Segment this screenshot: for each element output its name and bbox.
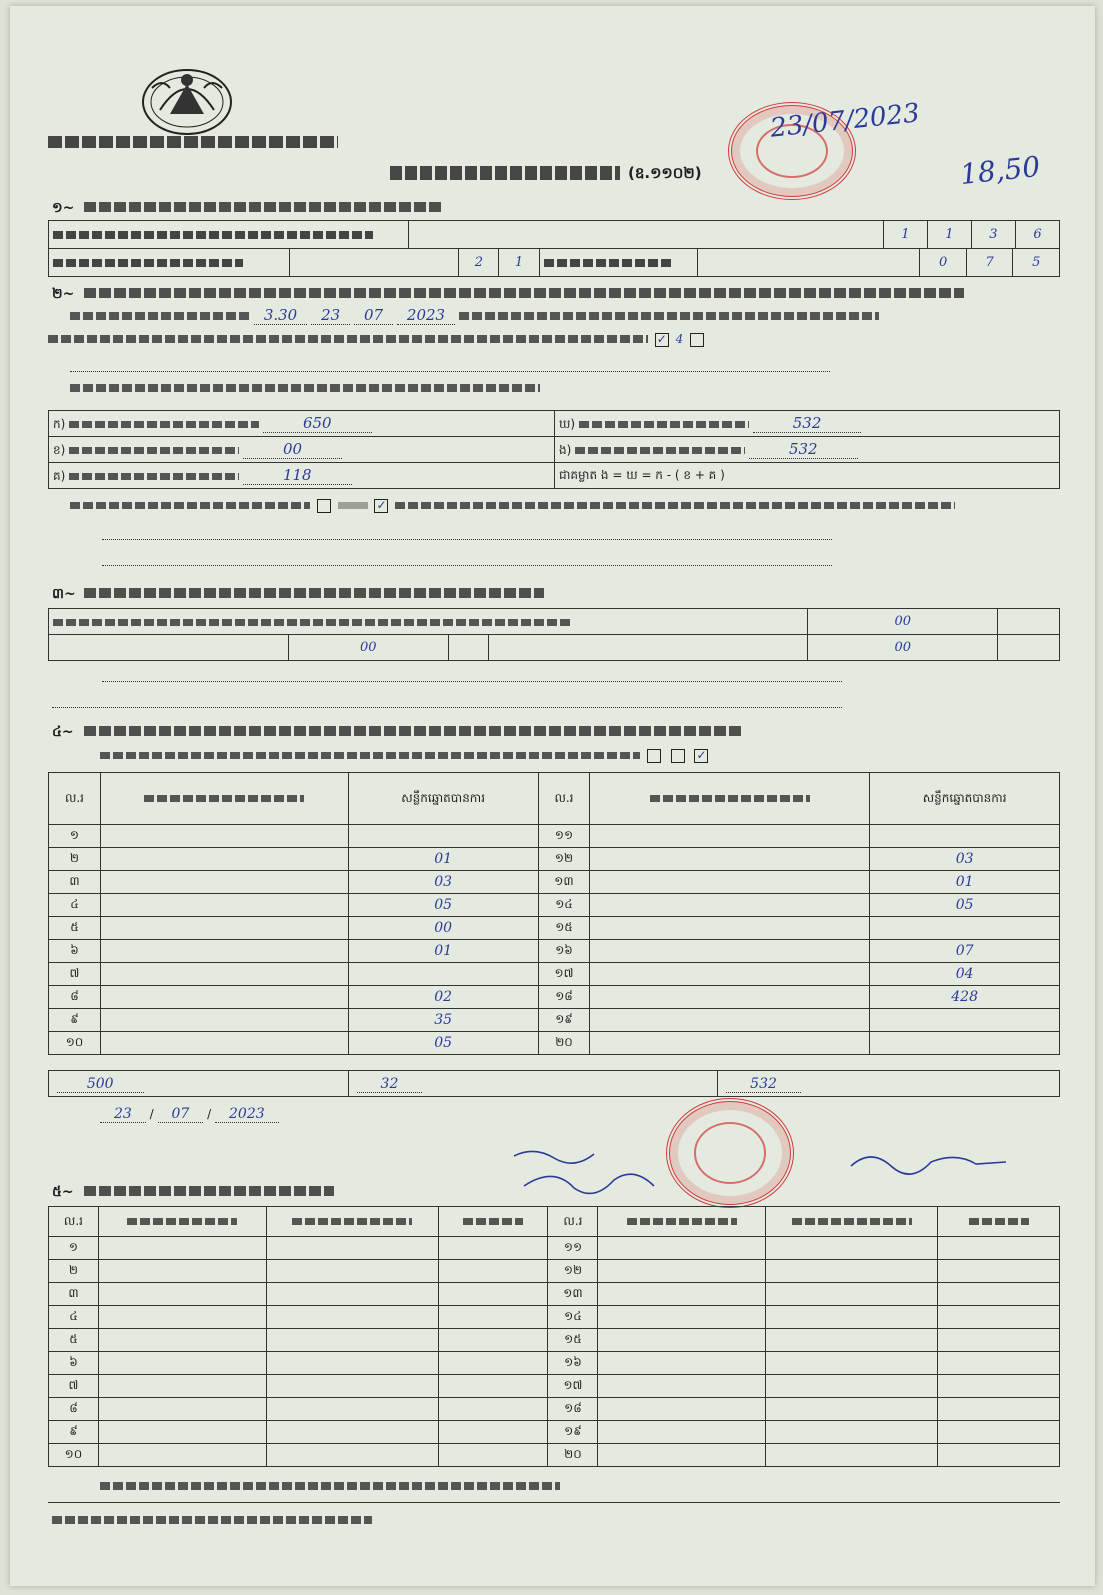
complaints-total: 00 (808, 609, 998, 635)
witness-row-no: ១០ (49, 1444, 99, 1467)
election-committee-logo (140, 58, 234, 136)
ballots-unused: 118 (243, 466, 352, 485)
witness-row-no: ១២ (548, 1260, 598, 1283)
party-votes: 01 (348, 848, 538, 871)
chair-signature (504, 1146, 704, 1206)
ballots-received: 650 (263, 414, 372, 433)
witness-name (98, 1283, 266, 1306)
table-row (49, 894, 1060, 917)
note-line-5 (52, 696, 842, 708)
witness-row-no: ១៨ (548, 1398, 598, 1421)
witness-signature (938, 1306, 1060, 1329)
party-name (590, 871, 870, 894)
party-votes (348, 825, 538, 848)
signing-date-line: 23 / 07 / 2023 (100, 1106, 279, 1122)
table-row (49, 1032, 1060, 1055)
committee-name-line (48, 136, 338, 148)
party-row-no: ១៥ (538, 917, 590, 940)
section3-number: ៣~ (52, 586, 76, 602)
ballots-spoiled: 00 (243, 440, 342, 459)
party-row-no: ១៤ (538, 894, 590, 917)
party-votes: 00 (348, 917, 538, 940)
witness-signature (938, 1375, 1060, 1398)
table-row (49, 1009, 1060, 1032)
footer-note (100, 1482, 560, 1490)
witness-row-no: ១៤ (548, 1306, 598, 1329)
witness-name (98, 1375, 266, 1398)
witness-party (766, 1306, 938, 1329)
secretary-signature (846, 1142, 1016, 1178)
section2-number: ២~ (52, 286, 75, 302)
witness-row-no: ៨ (49, 1398, 99, 1421)
table-row (49, 1375, 1060, 1398)
party-name (590, 940, 870, 963)
witness-row-no: ៩ (49, 1421, 99, 1444)
complaints-resolved: 00 (288, 635, 448, 661)
col-votes-left: សន្លឹកឆ្នោតបានការ (348, 773, 538, 825)
witness-party (766, 1260, 938, 1283)
party-name (590, 848, 870, 871)
commune-code-2: 7 (966, 249, 1013, 277)
witness-name (98, 1329, 266, 1352)
commune-code-1: 0 (920, 249, 967, 277)
counting-year: 2023 (397, 306, 455, 325)
party-name (590, 1032, 870, 1055)
witness-row-no: ១៦ (548, 1352, 598, 1375)
witness-name (598, 1352, 766, 1375)
counting-time: 3.30 (254, 306, 307, 325)
party-row-no: ១៨ (538, 986, 590, 1009)
total-invalid-votes: 32 (357, 1076, 423, 1093)
difference-no-checkbox[interactable] (374, 499, 388, 513)
party-votes: 05 (348, 894, 538, 917)
party-name (100, 1009, 348, 1032)
counting-month: 07 (354, 306, 393, 325)
row-label-a: ក) (53, 416, 66, 431)
party-row-no: ៧ (49, 963, 101, 986)
witness-signature (438, 1283, 548, 1306)
party-votes: 01 (870, 871, 1060, 894)
party-row-no: ៨ (49, 986, 101, 1009)
party-votes: 01 (348, 940, 538, 963)
witness-party (266, 1283, 438, 1306)
complaints-table (48, 608, 1060, 661)
note-line-1 (70, 358, 830, 372)
ballot-count-table (48, 410, 1060, 489)
seals-broken-checkbox[interactable] (690, 333, 704, 347)
table-row (49, 1283, 1060, 1306)
witness-signature (938, 1260, 1060, 1283)
witness-row-no: ១៣ (548, 1283, 598, 1306)
witness-col-name-left (98, 1207, 266, 1237)
commune-code-3: 5 (1013, 249, 1060, 277)
witness-signature (438, 1421, 548, 1444)
party-row-no: ១២ (538, 848, 590, 871)
note-line-3 (102, 554, 832, 566)
party-row-no: ១១ (538, 825, 590, 848)
witness-col-party-left (266, 1207, 438, 1237)
section1-title (84, 202, 444, 212)
table-row (49, 986, 1060, 1009)
party-name (590, 1009, 870, 1032)
party-row-no: ៣ (49, 871, 101, 894)
witness-signature (938, 1444, 1060, 1467)
witness-party (266, 1329, 438, 1352)
witness-party (766, 1444, 938, 1467)
party-name (590, 986, 870, 1009)
party-name (590, 917, 870, 940)
form-footer (52, 1516, 372, 1524)
table-row (49, 917, 1060, 940)
witness-signature (938, 1329, 1060, 1352)
witness-col-name-right (598, 1207, 766, 1237)
witness-signature (938, 1237, 1060, 1260)
col-party-right (590, 773, 870, 825)
witness-party (766, 1329, 938, 1352)
note-line-4 (102, 670, 842, 682)
witness-name (598, 1398, 766, 1421)
form-page (10, 6, 1095, 1586)
party-name (100, 894, 348, 917)
witness-col-party-right (766, 1207, 938, 1237)
section1-number: ១~ (52, 200, 75, 216)
witness-party (266, 1260, 438, 1283)
witness-row-no: ១៩ (548, 1421, 598, 1444)
party-name (100, 940, 348, 963)
witness-signature (438, 1306, 548, 1329)
party-votes (348, 963, 538, 986)
witness-signature (438, 1260, 548, 1283)
counting-day: 23 (311, 306, 350, 325)
witness-name (598, 1329, 766, 1352)
party-name (590, 963, 870, 986)
form-title (390, 166, 620, 180)
party-row-no: ១៣ (538, 871, 590, 894)
party-votes (870, 1032, 1060, 1055)
witness-name (98, 1352, 266, 1375)
witness-party (266, 1444, 438, 1467)
col-no-left: ល.រ (49, 773, 101, 825)
party-votes: 05 (870, 894, 1060, 917)
witness-name (598, 1260, 766, 1283)
section5-number: ៥~ (52, 1184, 74, 1200)
witness-signature (938, 1352, 1060, 1375)
party-row-no: ៥ (49, 917, 101, 940)
witness-party (266, 1237, 438, 1260)
ballots-in-box: 532 (749, 440, 858, 459)
witness-signature (438, 1398, 548, 1421)
section2-title (84, 288, 964, 298)
station-code-1: 1 (883, 221, 927, 249)
one-sheet-checkbox[interactable] (647, 749, 661, 763)
totals-table (48, 1070, 1060, 1097)
seal-count: 4 (675, 332, 684, 346)
party-results-table (48, 772, 1060, 1055)
witness-row-no: ២ (49, 1260, 99, 1283)
party-row-no: ១៩ (538, 1009, 590, 1032)
total-valid-votes: 500 (57, 1076, 144, 1093)
party-votes (870, 917, 1060, 940)
party-votes: 07 (870, 940, 1060, 963)
col-no-right: ល.រ (538, 773, 590, 825)
sign-month: 07 (158, 1106, 204, 1123)
witness-name (598, 1237, 766, 1260)
footer-divider (48, 1502, 1060, 1503)
witness-name (598, 1306, 766, 1329)
witness-row-no: ៣ (49, 1283, 99, 1306)
station-code-4: 6 (1015, 221, 1059, 249)
col-votes-right: សន្លឹកឆ្នោតបានការ (870, 773, 1060, 825)
table-row (49, 1306, 1060, 1329)
witness-name (598, 1283, 766, 1306)
witness-name (598, 1444, 766, 1467)
witness-party (766, 1283, 938, 1306)
party-name (100, 871, 348, 894)
witness-name (98, 1398, 266, 1421)
party-votes: 04 (870, 963, 1060, 986)
party-votes: 35 (348, 1009, 538, 1032)
party-name (100, 825, 348, 848)
subheading-results (70, 384, 540, 392)
section5-title (84, 1186, 334, 1196)
witness-party (766, 1237, 938, 1260)
table-row (49, 1329, 1060, 1352)
stamp-date: 23/07/2023 (768, 98, 922, 144)
witness-signature (438, 1237, 548, 1260)
difference-line (70, 498, 1050, 513)
witness-signature (938, 1398, 1060, 1421)
table-row (49, 940, 1060, 963)
party-votes: 03 (348, 871, 538, 894)
party-row-no: ២០ (538, 1032, 590, 1055)
note-line-2 (102, 528, 832, 540)
complaints-forwarded: 00 (808, 635, 998, 661)
witness-row-no: ១៥ (548, 1329, 598, 1352)
row-label-e: ង) (559, 442, 572, 457)
party-votes (870, 825, 1060, 848)
witness-name (98, 1306, 266, 1329)
section3-title (84, 588, 544, 598)
table-row (49, 1352, 1060, 1375)
party-votes: 02 (348, 986, 538, 1009)
witness-row-no: ១៧ (548, 1375, 598, 1398)
total-votes-in-box: 532 (726, 1076, 801, 1093)
party-name (100, 848, 348, 871)
sign-year: 2023 (215, 1106, 279, 1123)
section4-title (84, 726, 744, 736)
row-label-d: ឃ) (559, 416, 576, 431)
two-sheets-checkbox[interactable] (671, 749, 685, 763)
party-row-no: ៤ (49, 894, 101, 917)
witness-name (598, 1421, 766, 1444)
party-name (100, 1032, 348, 1055)
witness-col-sign-left (438, 1207, 548, 1237)
stamp-time: 18,50 (958, 149, 1042, 192)
witness-name (98, 1421, 266, 1444)
province-commune-table (48, 248, 1060, 277)
witness-party (766, 1352, 938, 1375)
seals-intact-checkbox[interactable] (655, 333, 669, 347)
party-votes (870, 1009, 1060, 1032)
witness-col-sign-right (938, 1207, 1060, 1237)
witness-name (598, 1375, 766, 1398)
party-row-no: ១ (49, 825, 101, 848)
station-code-2: 1 (927, 221, 971, 249)
witness-row-no: ៥ (49, 1329, 99, 1352)
witness-signature (438, 1375, 548, 1398)
witness-party (266, 1398, 438, 1421)
row-label-c: គ) (53, 468, 66, 483)
witness-col-no-left: ល.រ (49, 1207, 99, 1237)
witness-party (266, 1352, 438, 1375)
three-sheets-checkbox[interactable] (694, 749, 708, 763)
section4-number: ៤~ (52, 724, 74, 740)
table-row (49, 1237, 1060, 1260)
witness-row-no: ២០ (548, 1444, 598, 1467)
party-row-no: ១៧ (538, 963, 590, 986)
witness-row-no: ៧ (49, 1375, 99, 1398)
table-row (49, 848, 1060, 871)
witness-signature (438, 1444, 548, 1467)
table-row (49, 1398, 1060, 1421)
sign-day: 23 (100, 1106, 146, 1123)
party-row-no: ១០ (49, 1032, 101, 1055)
party-row-no: ២ (49, 848, 101, 871)
row-label-b: ខ) (53, 442, 66, 457)
station-code-3: 3 (971, 221, 1015, 249)
difference-yes-checkbox[interactable] (317, 499, 331, 513)
table-row (49, 825, 1060, 848)
table-row (49, 1260, 1060, 1283)
witness-signature (438, 1329, 548, 1352)
province-code-1: 2 (459, 249, 499, 277)
sheets-line (100, 748, 711, 763)
witness-table (48, 1206, 1060, 1467)
table-row (49, 1421, 1060, 1444)
party-name (100, 963, 348, 986)
witness-name (98, 1444, 266, 1467)
witness-party (266, 1306, 438, 1329)
witness-row-no: ៦ (49, 1352, 99, 1375)
witness-signature (438, 1352, 548, 1375)
party-votes: 03 (870, 848, 1060, 871)
witness-party (766, 1375, 938, 1398)
witness-row-no: ១ (49, 1237, 99, 1260)
party-name (100, 986, 348, 1009)
party-row-no: ៦ (49, 940, 101, 963)
col-party-left (100, 773, 348, 825)
witness-row-no: ១១ (548, 1237, 598, 1260)
party-votes: 428 (870, 986, 1060, 1009)
voters-voted: 532 (753, 414, 862, 433)
witness-signature (938, 1283, 1060, 1306)
witness-signature (938, 1421, 1060, 1444)
witness-party (266, 1421, 438, 1444)
witness-party (266, 1375, 438, 1398)
witness-party (766, 1398, 938, 1421)
seal-line (48, 332, 1048, 347)
witness-name (98, 1237, 266, 1260)
table-row (49, 963, 1060, 986)
party-votes: 05 (348, 1032, 538, 1055)
party-name (590, 894, 870, 917)
party-name (100, 917, 348, 940)
party-row-no: ៩ (49, 1009, 101, 1032)
table-row (49, 1444, 1060, 1467)
party-row-no: ១៦ (538, 940, 590, 963)
formula: ជាគម្លាត ង = ឃ = ក - ( ខ + គ ) (555, 463, 1060, 489)
witness-name (98, 1260, 266, 1283)
province-code-2: 1 (499, 249, 539, 277)
table-row (49, 871, 1060, 894)
form-code: (ឧ.១១០២) (628, 164, 702, 182)
witness-party (766, 1421, 938, 1444)
witness-col-no-right: ល.រ (548, 1207, 598, 1237)
section2-paragraph (70, 306, 1050, 324)
station-info-table (48, 220, 1060, 249)
party-name (590, 825, 870, 848)
witness-row-no: ៤ (49, 1306, 99, 1329)
